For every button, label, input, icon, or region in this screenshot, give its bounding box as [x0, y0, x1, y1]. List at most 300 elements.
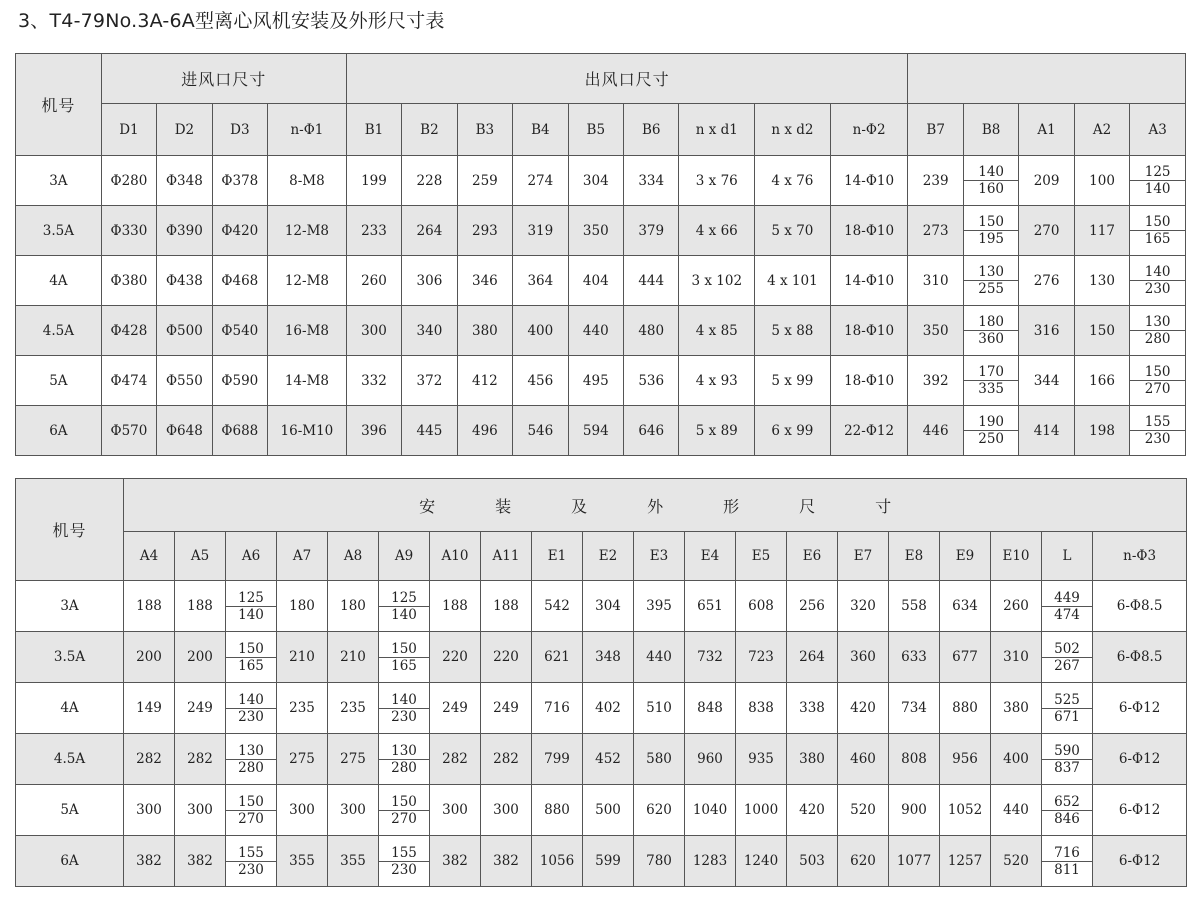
- a9-split-cell-top: 125: [379, 590, 429, 607]
- table-cell: 188: [430, 581, 481, 632]
- column-header: A4: [124, 532, 175, 581]
- table-cell: 275: [277, 734, 328, 785]
- table-cell: 848: [685, 683, 736, 734]
- column-header: A7: [277, 532, 328, 581]
- l-split-cell-bottom: 846: [1054, 810, 1080, 827]
- a9-split-cell-bottom: 230: [391, 861, 417, 878]
- machine-no: 5A: [16, 356, 102, 406]
- table-cell: 3 x 102: [679, 256, 755, 306]
- table-cell: 300: [328, 785, 379, 836]
- table-cell: 310: [908, 256, 963, 306]
- a3-split-cell: [1130, 306, 1186, 356]
- table-cell: 350: [908, 306, 963, 356]
- a6-split-cell: [226, 683, 277, 734]
- table-cell: 220: [430, 632, 481, 683]
- table-cell: 382: [175, 836, 226, 887]
- table-cell: 838: [736, 683, 787, 734]
- column-header: n x d1: [679, 104, 755, 156]
- table-cell: Φ390: [157, 206, 212, 256]
- table-cell: 380: [457, 306, 512, 356]
- a3-split-cell-bottom: 140: [1144, 181, 1171, 197]
- a9-split-cell: [379, 734, 430, 785]
- l-split-cell-bottom: 837: [1054, 759, 1080, 776]
- table-cell: 880: [532, 785, 583, 836]
- l-split-cell: [1042, 785, 1093, 836]
- table-cell: 780: [634, 836, 685, 887]
- column-header: n-Φ3: [1093, 532, 1187, 581]
- table-cell: Φ474: [101, 356, 156, 406]
- b8-split-cell: [963, 156, 1018, 206]
- column-header: B6: [624, 104, 679, 156]
- table-cell: Φ280: [101, 156, 156, 206]
- table-cell: 5 x 70: [755, 206, 831, 256]
- table-cell: 734: [889, 683, 940, 734]
- l-split-cell: [1042, 683, 1093, 734]
- table-cell: Φ348: [157, 156, 212, 206]
- table-cell: 355: [277, 836, 328, 887]
- table-cell: 633: [889, 632, 940, 683]
- table-cell: 1056: [532, 836, 583, 887]
- table-cell: 249: [175, 683, 226, 734]
- table-cell: 620: [838, 836, 889, 887]
- table-cell: 594: [568, 406, 623, 456]
- a9-split-cell-bottom: 230: [391, 708, 417, 725]
- column-header: D2: [157, 104, 212, 156]
- table-cell: 651: [685, 581, 736, 632]
- a3-split-cell: [1130, 356, 1186, 406]
- table-row: [16, 836, 1187, 887]
- b8-split-cell: [963, 206, 1018, 256]
- table-cell: 404: [568, 256, 623, 306]
- l-split-cell: [1042, 632, 1093, 683]
- a3-split-cell-top: 150: [1130, 214, 1185, 231]
- b8-split-cell-top: 140: [964, 164, 1018, 181]
- table-cell: 6-Φ12: [1093, 836, 1187, 887]
- table-cell: Φ378: [212, 156, 267, 206]
- table-cell: 130: [1074, 256, 1129, 306]
- a6-split-cell-bottom: 270: [238, 810, 264, 827]
- table-cell: 300: [277, 785, 328, 836]
- a9-split-cell-bottom: 280: [391, 759, 417, 776]
- table-cell: 304: [568, 156, 623, 206]
- table-cell: 199: [346, 156, 401, 206]
- table-cell: 264: [402, 206, 457, 256]
- machine-no: 4.5A: [16, 734, 124, 785]
- a6-split-cell: [226, 836, 277, 887]
- table-cell: 18-Φ10: [830, 206, 908, 256]
- table-cell: 22-Φ12: [830, 406, 908, 456]
- machine-no: 3A: [16, 156, 102, 206]
- table-cell: 620: [634, 785, 685, 836]
- table-cell: 621: [532, 632, 583, 683]
- table-cell: 412: [457, 356, 512, 406]
- a3-split-cell: [1130, 256, 1186, 306]
- table-cell: 460: [838, 734, 889, 785]
- a6-split-cell: [226, 581, 277, 632]
- table-cell: 1000: [736, 785, 787, 836]
- a9-split-cell: [379, 581, 430, 632]
- a3-split-cell: [1130, 156, 1186, 206]
- table-cell: 1052: [940, 785, 991, 836]
- table-cell: 180: [328, 581, 379, 632]
- table-cell: 180: [277, 581, 328, 632]
- table-cell: 456: [513, 356, 568, 406]
- b8-split-cell-top: 170: [964, 364, 1018, 381]
- machine-no: 4.5A: [16, 306, 102, 356]
- table-cell: 520: [838, 785, 889, 836]
- column-header: B2: [402, 104, 457, 156]
- b8-split-cell-bottom: 255: [978, 281, 1005, 297]
- l-split-cell: [1042, 734, 1093, 785]
- machine-no: 6A: [16, 836, 124, 887]
- l-split-cell-bottom: 671: [1054, 708, 1080, 725]
- table-cell: 4 x 93: [679, 356, 755, 406]
- table-cell: 249: [430, 683, 481, 734]
- table-cell: 264: [787, 632, 838, 683]
- table-cell: 400: [991, 734, 1042, 785]
- table-cell: 520: [991, 836, 1042, 887]
- table-cell: 12-M8: [268, 206, 347, 256]
- a3-split-cell-bottom: 270: [1144, 381, 1171, 397]
- table-cell: 1040: [685, 785, 736, 836]
- table-cell: 188: [175, 581, 226, 632]
- table-cell: 340: [402, 306, 457, 356]
- table-cell: 500: [583, 785, 634, 836]
- table-row: [16, 683, 1187, 734]
- a9-split-cell-bottom: 140: [391, 606, 417, 623]
- table-cell: 380: [991, 683, 1042, 734]
- a9-split-cell: [379, 632, 430, 683]
- table-cell: 348: [583, 632, 634, 683]
- table-cell: 6-Φ8.5: [1093, 581, 1187, 632]
- column-header: A2: [1074, 104, 1129, 156]
- table-row: [16, 156, 1186, 206]
- table-cell: 5 x 99: [755, 356, 831, 406]
- table-row: [16, 406, 1186, 456]
- table-cell: 4 x 85: [679, 306, 755, 356]
- table-cell: 334: [624, 156, 679, 206]
- table-cell: 300: [481, 785, 532, 836]
- table-cell: 300: [124, 785, 175, 836]
- table-cell: 260: [346, 256, 401, 306]
- column-header: n x d2: [755, 104, 831, 156]
- a6-split-cell-bottom: 230: [238, 861, 264, 878]
- column-header: A5: [175, 532, 226, 581]
- a3-split-cell-bottom: 280: [1144, 331, 1171, 347]
- table-cell: 372: [402, 356, 457, 406]
- column-header: A3: [1130, 104, 1186, 156]
- a6-split-cell-bottom: 165: [238, 657, 264, 674]
- column-header: E9: [940, 532, 991, 581]
- table-cell: 382: [124, 836, 175, 887]
- table-cell: 18-Φ10: [830, 306, 908, 356]
- table-cell: 446: [908, 406, 963, 456]
- table-cell: Φ500: [157, 306, 212, 356]
- table-cell: 270: [1019, 206, 1074, 256]
- outlet-size-header: 出风口尺寸: [346, 54, 908, 104]
- b8-split-cell-bottom: 195: [978, 231, 1005, 247]
- inlet-size-header: 进风口尺寸: [101, 54, 346, 104]
- column-header: A8: [328, 532, 379, 581]
- table-cell: 4 x 101: [755, 256, 831, 306]
- table-cell: 420: [838, 683, 889, 734]
- a6-split-cell-top: 140: [226, 692, 276, 709]
- column-header: B4: [513, 104, 568, 156]
- table-cell: Φ438: [157, 256, 212, 306]
- table-row: [16, 206, 1186, 256]
- a3-split-cell-bottom: 230: [1144, 281, 1171, 297]
- table-cell: 260: [991, 581, 1042, 632]
- table-cell: 150: [1074, 306, 1129, 356]
- table-cell: 14-Φ10: [830, 256, 908, 306]
- table-cell: 634: [940, 581, 991, 632]
- column-header: n-Φ1: [268, 104, 347, 156]
- table-cell: 732: [685, 632, 736, 683]
- table-cell: 382: [430, 836, 481, 887]
- b8-split-cell: [963, 356, 1018, 406]
- table-row: [16, 785, 1187, 836]
- machine-no: 3.5A: [16, 206, 102, 256]
- l-split-cell-top: 652: [1042, 794, 1092, 811]
- table-cell: 960: [685, 734, 736, 785]
- table-cell: 293: [457, 206, 512, 256]
- inlet-outlet-dimension-table: [15, 53, 1186, 456]
- b8-split-cell-bottom: 160: [978, 181, 1005, 197]
- table-cell: 149: [124, 683, 175, 734]
- table-cell: 117: [1074, 206, 1129, 256]
- table-cell: 249: [481, 683, 532, 734]
- a3-split-cell-top: 155: [1130, 414, 1185, 431]
- a9-split-cell-top: 150: [379, 794, 429, 811]
- table-cell: Φ688: [212, 406, 267, 456]
- b8-split-cell: [963, 306, 1018, 356]
- a3-split-cell-top: 140: [1130, 264, 1185, 281]
- column-header: E8: [889, 532, 940, 581]
- a9-split-cell: [379, 683, 430, 734]
- table-cell: 14-M8: [268, 356, 347, 406]
- column-header: B7: [908, 104, 963, 156]
- table-cell: Φ570: [101, 406, 156, 456]
- table-cell: 275: [328, 734, 379, 785]
- table-cell: 16-M8: [268, 306, 347, 356]
- table-cell: 273: [908, 206, 963, 256]
- table-cell: 6-Φ12: [1093, 683, 1187, 734]
- table-cell: 480: [624, 306, 679, 356]
- l-split-cell-top: 716: [1042, 845, 1092, 862]
- table-cell: 319: [513, 206, 568, 256]
- blank-group-header: [908, 54, 1186, 104]
- l-split-cell: [1042, 581, 1093, 632]
- a3-split-cell-bottom: 230: [1144, 431, 1171, 447]
- table-cell: 6-Φ8.5: [1093, 632, 1187, 683]
- table-cell: 723: [736, 632, 787, 683]
- table-cell: 198: [1074, 406, 1129, 456]
- table-cell: 282: [481, 734, 532, 785]
- table-cell: 338: [787, 683, 838, 734]
- column-header: D3: [212, 104, 267, 156]
- table-cell: 445: [402, 406, 457, 456]
- machine-no: 3.5A: [16, 632, 124, 683]
- table-cell: 452: [583, 734, 634, 785]
- table-cell: 259: [457, 156, 512, 206]
- table-cell: 392: [908, 356, 963, 406]
- a6-split-cell-bottom: 230: [238, 708, 264, 725]
- table-cell: 188: [481, 581, 532, 632]
- table-cell: 646: [624, 406, 679, 456]
- table-cell: 233: [346, 206, 401, 256]
- column-header: D1: [101, 104, 156, 156]
- table-cell: 300: [175, 785, 226, 836]
- a9-split-cell-top: 150: [379, 641, 429, 658]
- table-cell: 420: [787, 785, 838, 836]
- table-cell: Φ330: [101, 206, 156, 256]
- b8-split-cell-bottom: 335: [978, 381, 1005, 397]
- installation-dimension-table: [15, 478, 1187, 887]
- machine-no: 5A: [16, 785, 124, 836]
- table-cell: 6-Φ12: [1093, 734, 1187, 785]
- machine-no: 6A: [16, 406, 102, 456]
- b8-split-cell-bottom: 250: [978, 431, 1005, 447]
- column-header: A1: [1019, 104, 1074, 156]
- table-cell: 496: [457, 406, 512, 456]
- b8-split-cell-top: 190: [964, 414, 1018, 431]
- column-header: A11: [481, 532, 532, 581]
- a6-split-cell: [226, 734, 277, 785]
- table-cell: 495: [568, 356, 623, 406]
- column-header: E7: [838, 532, 889, 581]
- table-cell: 228: [402, 156, 457, 206]
- table-row: [16, 632, 1187, 683]
- a6-split-cell: [226, 785, 277, 836]
- a3-split-cell-top: 150: [1130, 364, 1185, 381]
- table-cell: 4 x 66: [679, 206, 755, 256]
- l-split-cell-bottom: 811: [1054, 861, 1080, 878]
- table-cell: 210: [328, 632, 379, 683]
- a9-split-cell-bottom: 270: [391, 810, 417, 827]
- l-split-cell-top: 449: [1042, 590, 1092, 607]
- table-cell: 5 x 89: [679, 406, 755, 456]
- table-cell: 12-M8: [268, 256, 347, 306]
- a3-split-cell: [1130, 206, 1186, 256]
- table-row: [16, 581, 1187, 632]
- machine-no-header: 机号: [16, 54, 102, 156]
- a9-split-cell: [379, 836, 430, 887]
- table-cell: Φ590: [212, 356, 267, 406]
- l-split-cell-bottom: 474: [1054, 606, 1080, 623]
- table-cell: 382: [481, 836, 532, 887]
- table-cell: 355: [328, 836, 379, 887]
- table-cell: 536: [624, 356, 679, 406]
- table-cell: 396: [346, 406, 401, 456]
- table-cell: 440: [568, 306, 623, 356]
- table-cell: 235: [277, 683, 328, 734]
- a3-split-cell-top: 130: [1130, 314, 1185, 331]
- machine-no: 4A: [16, 256, 102, 306]
- a3-split-cell: [1130, 406, 1186, 456]
- l-split-cell-top: 525: [1042, 692, 1092, 709]
- table-cell: 414: [1019, 406, 1074, 456]
- table-cell: 5 x 88: [755, 306, 831, 356]
- table-cell: 380: [787, 734, 838, 785]
- table-cell: 395: [634, 581, 685, 632]
- table-cell: 360: [838, 632, 889, 683]
- table-cell: 364: [513, 256, 568, 306]
- table-cell: Φ380: [101, 256, 156, 306]
- table-cell: 239: [908, 156, 963, 206]
- a6-split-cell-top: 155: [226, 845, 276, 862]
- table-cell: 799: [532, 734, 583, 785]
- table-cell: 546: [513, 406, 568, 456]
- table-cell: 276: [1019, 256, 1074, 306]
- table-cell: 599: [583, 836, 634, 887]
- table-cell: 558: [889, 581, 940, 632]
- table-cell: 1077: [889, 836, 940, 887]
- table-cell: 677: [940, 632, 991, 683]
- table-cell: 300: [430, 785, 481, 836]
- table-cell: 440: [991, 785, 1042, 836]
- table-cell: 6 x 99: [755, 406, 831, 456]
- table-cell: 6-Φ12: [1093, 785, 1187, 836]
- a9-split-cell-top: 155: [379, 845, 429, 862]
- table-cell: 210: [277, 632, 328, 683]
- table-row: [16, 306, 1186, 356]
- table-cell: Φ420: [212, 206, 267, 256]
- table-cell: 256: [787, 581, 838, 632]
- machine-no-header: 机号: [16, 479, 124, 581]
- column-header: E6: [787, 532, 838, 581]
- table-row: [16, 356, 1186, 406]
- a6-split-cell-top: 150: [226, 641, 276, 658]
- table-cell: 542: [532, 581, 583, 632]
- table-cell: 300: [346, 306, 401, 356]
- l-split-cell: [1042, 836, 1093, 887]
- l-split-cell-top: 590: [1042, 743, 1092, 760]
- a3-split-cell-bottom: 165: [1144, 231, 1171, 247]
- table-cell: 282: [430, 734, 481, 785]
- table-cell: 344: [1019, 356, 1074, 406]
- column-header: B8: [963, 104, 1018, 156]
- column-header: B5: [568, 104, 623, 156]
- table-cell: 935: [736, 734, 787, 785]
- a6-split-cell-top: 125: [226, 590, 276, 607]
- table-cell: 8-M8: [268, 156, 347, 206]
- column-header: B3: [457, 104, 512, 156]
- column-header: E3: [634, 532, 685, 581]
- table-cell: 1257: [940, 836, 991, 887]
- a9-split-cell-top: 130: [379, 743, 429, 760]
- table-cell: 100: [1074, 156, 1129, 206]
- table-cell: 282: [175, 734, 226, 785]
- a3-split-cell-top: 125: [1130, 164, 1185, 181]
- table-cell: 282: [124, 734, 175, 785]
- table-cell: 16-M10: [268, 406, 347, 456]
- b8-split-cell: [963, 256, 1018, 306]
- table-cell: 1240: [736, 836, 787, 887]
- table-cell: 274: [513, 156, 568, 206]
- table-cell: 235: [328, 683, 379, 734]
- table-cell: 14-Φ10: [830, 156, 908, 206]
- table-cell: 200: [124, 632, 175, 683]
- table-cell: 320: [838, 581, 889, 632]
- column-header: E1: [532, 532, 583, 581]
- table-cell: 440: [634, 632, 685, 683]
- b8-split-cell-top: 130: [964, 264, 1018, 281]
- table-cell: 900: [889, 785, 940, 836]
- a9-split-cell: [379, 785, 430, 836]
- table-cell: 346: [457, 256, 512, 306]
- b8-split-cell-top: 150: [964, 214, 1018, 231]
- table-cell: 316: [1019, 306, 1074, 356]
